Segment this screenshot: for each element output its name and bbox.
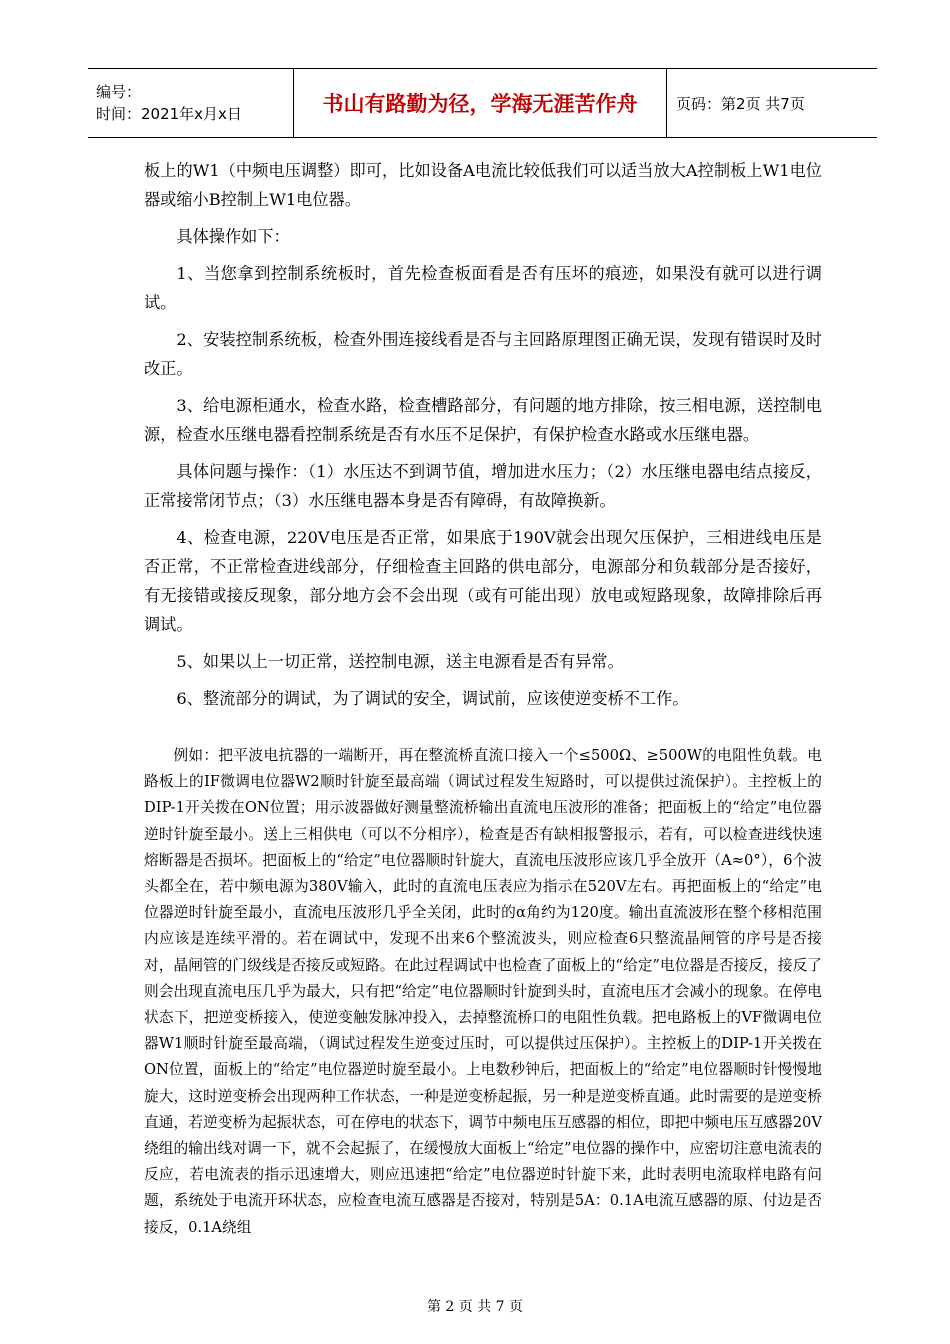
header-motto: 书山有路勤为径，学海无涯苦作舟 bbox=[294, 69, 667, 137]
document-time: 时间：2021年x月x日 bbox=[96, 105, 242, 123]
page-header bbox=[88, 68, 877, 138]
paragraph-specific-issues: 具体问题与操作：（1）水压达不到调节值，增加进水压力；（2）水压继电器电结点接反，正常接常闭节点；（3）水压继电器本身是否有障碍，有故障换新。 bbox=[144, 462, 822, 510]
paragraph-step-2: 2、安装控制系统板，检查外围连接线看是否与主回路原理图正确无误，发现有错误时及时改正。 bbox=[144, 330, 822, 378]
document-body bbox=[144, 156, 822, 721]
page-footer: 第 2 页 共 7 页 bbox=[426, 1299, 524, 1315]
header-meta bbox=[88, 69, 294, 137]
document-number: 编号： bbox=[96, 83, 142, 101]
paragraph-step-6: 6、整流部分的调试，为了调试的安全，调试前，应该使逆变桥不工作。 bbox=[176, 689, 689, 708]
paragraph-step-5: 5、如果以上一切正常，送控制电源，送主电源看是否有异常。 bbox=[176, 652, 624, 671]
paragraph-continuation: 板上的W1（中频电压调整）即可，比如设备A电流比较低我们可以适当放大A控制板上W1电位器或缩小B控制上W1电位器。 bbox=[144, 161, 822, 209]
paragraph-step-3: 3、给电源柜通水，检查水路，检查槽路部分，有问题的地方排除，按三相电源，送控制电源，检查水压继电器看控制系统是否有水压不足保护，有保护检查水路或水压继电器。 bbox=[144, 396, 822, 444]
paragraph-step-1: 1、当您拿到控制系统板时，首先检查板面看是否有压坏的痕迹，如果没有就可以进行调试。 bbox=[144, 264, 822, 312]
paragraph-example: 例如：把平波电抗器的一端断开，再在整流桥直流口接入一个≤500Ω、≥500W的电阻性负载。电路板上的IF微调电位器W2顺时针旋至最高端（调试过程发生短路时，可以提供过流保护）。主控板上的DIP-1开关拨在ON位置；用示波器做好测量整流桥输出直流电压波形的准备；把面板上的“给定”电位器逆时针旋至最小。送上三相供电（可以不分相序），检查是否有缺相报警报示，若有，可以检查进线快速熔断器是否损坏。把面板上的“给定”电位器顺时针旋大，直流电压波形应该几乎全放开（A≈0°），6个波头都全在，若中频电源为380V输入，此时的直流电压表应为指示在520V左右。再把面板上的“给定”电位器逆时针旋至最小，直流电压波形几乎全关闭，此时的α角约为120度。输出直流波形在整个移相范围内应该是连续平滑的。若在调试中，发现不出来6个整流波头，则应检查6只整流晶闸管的序号是否接对，晶闸管的门级线是否接反或短路。在此过程调试中也检查了面板上的“给定”电位器是否接反，接反了则会出现直流电压几乎为最大，只有把“给定”电位器顺时针旋到头时，直流电压才会减小的现象。在停电状态下，把逆变桥接入，使逆变触发脉冲投入，去掉整流桥口的电阻性负载。把电路板上的VF微调电位器W1顺时针旋至最高端，（调试过程发生逆变过压时，可以提供过压保护）。主控板上的DIP-1开关拨在ON位置，面板上的“给定”电位器逆时旋至最小。上电数秒钟后，把面板上的“给定”电位器顺时针慢慢地旋大，这时逆变桥会出现两种工作状态，一种是逆变桥起振，另一种是逆变桥直通。此时需要的是逆变桥直通，若逆变桥为起振状态，可在停电的状态下，调节中频电压互感器的相位，即把中频电压互感器20V绕组的输出线对调一下，就不会起振了，在缓慢放大面板上“给定”电位器的操作中，应密切注意电流表的反应，若电流表的指示迅速增大，则应迅速把“给定”电位器逆时针旋下来，此时表明电流取样电路有问题，系统处于电流开环状态，应检查电流互感器是否接对，特别是5A：0.1A电流互感器的原、付边是否接反，0.1A绕组 bbox=[144, 747, 822, 1236]
paragraph-step-4: 4、检查电源，220V电压是否正常，如果底于190V就会出现欠压保护，三相进线电压是否正常，不正常检查进线部分，仔细检查主回路的供电部分，电源部分和负载部分是否接好，有无接错或接反现象，部分地方会不会出现（或有可能出现）放电或短路现象，故障排除后再调试。 bbox=[144, 528, 822, 634]
paragraph-operation-heading: 具体操作如下： bbox=[176, 227, 290, 246]
header-page-number: 页码：第2页 共7页 bbox=[676, 94, 805, 113]
